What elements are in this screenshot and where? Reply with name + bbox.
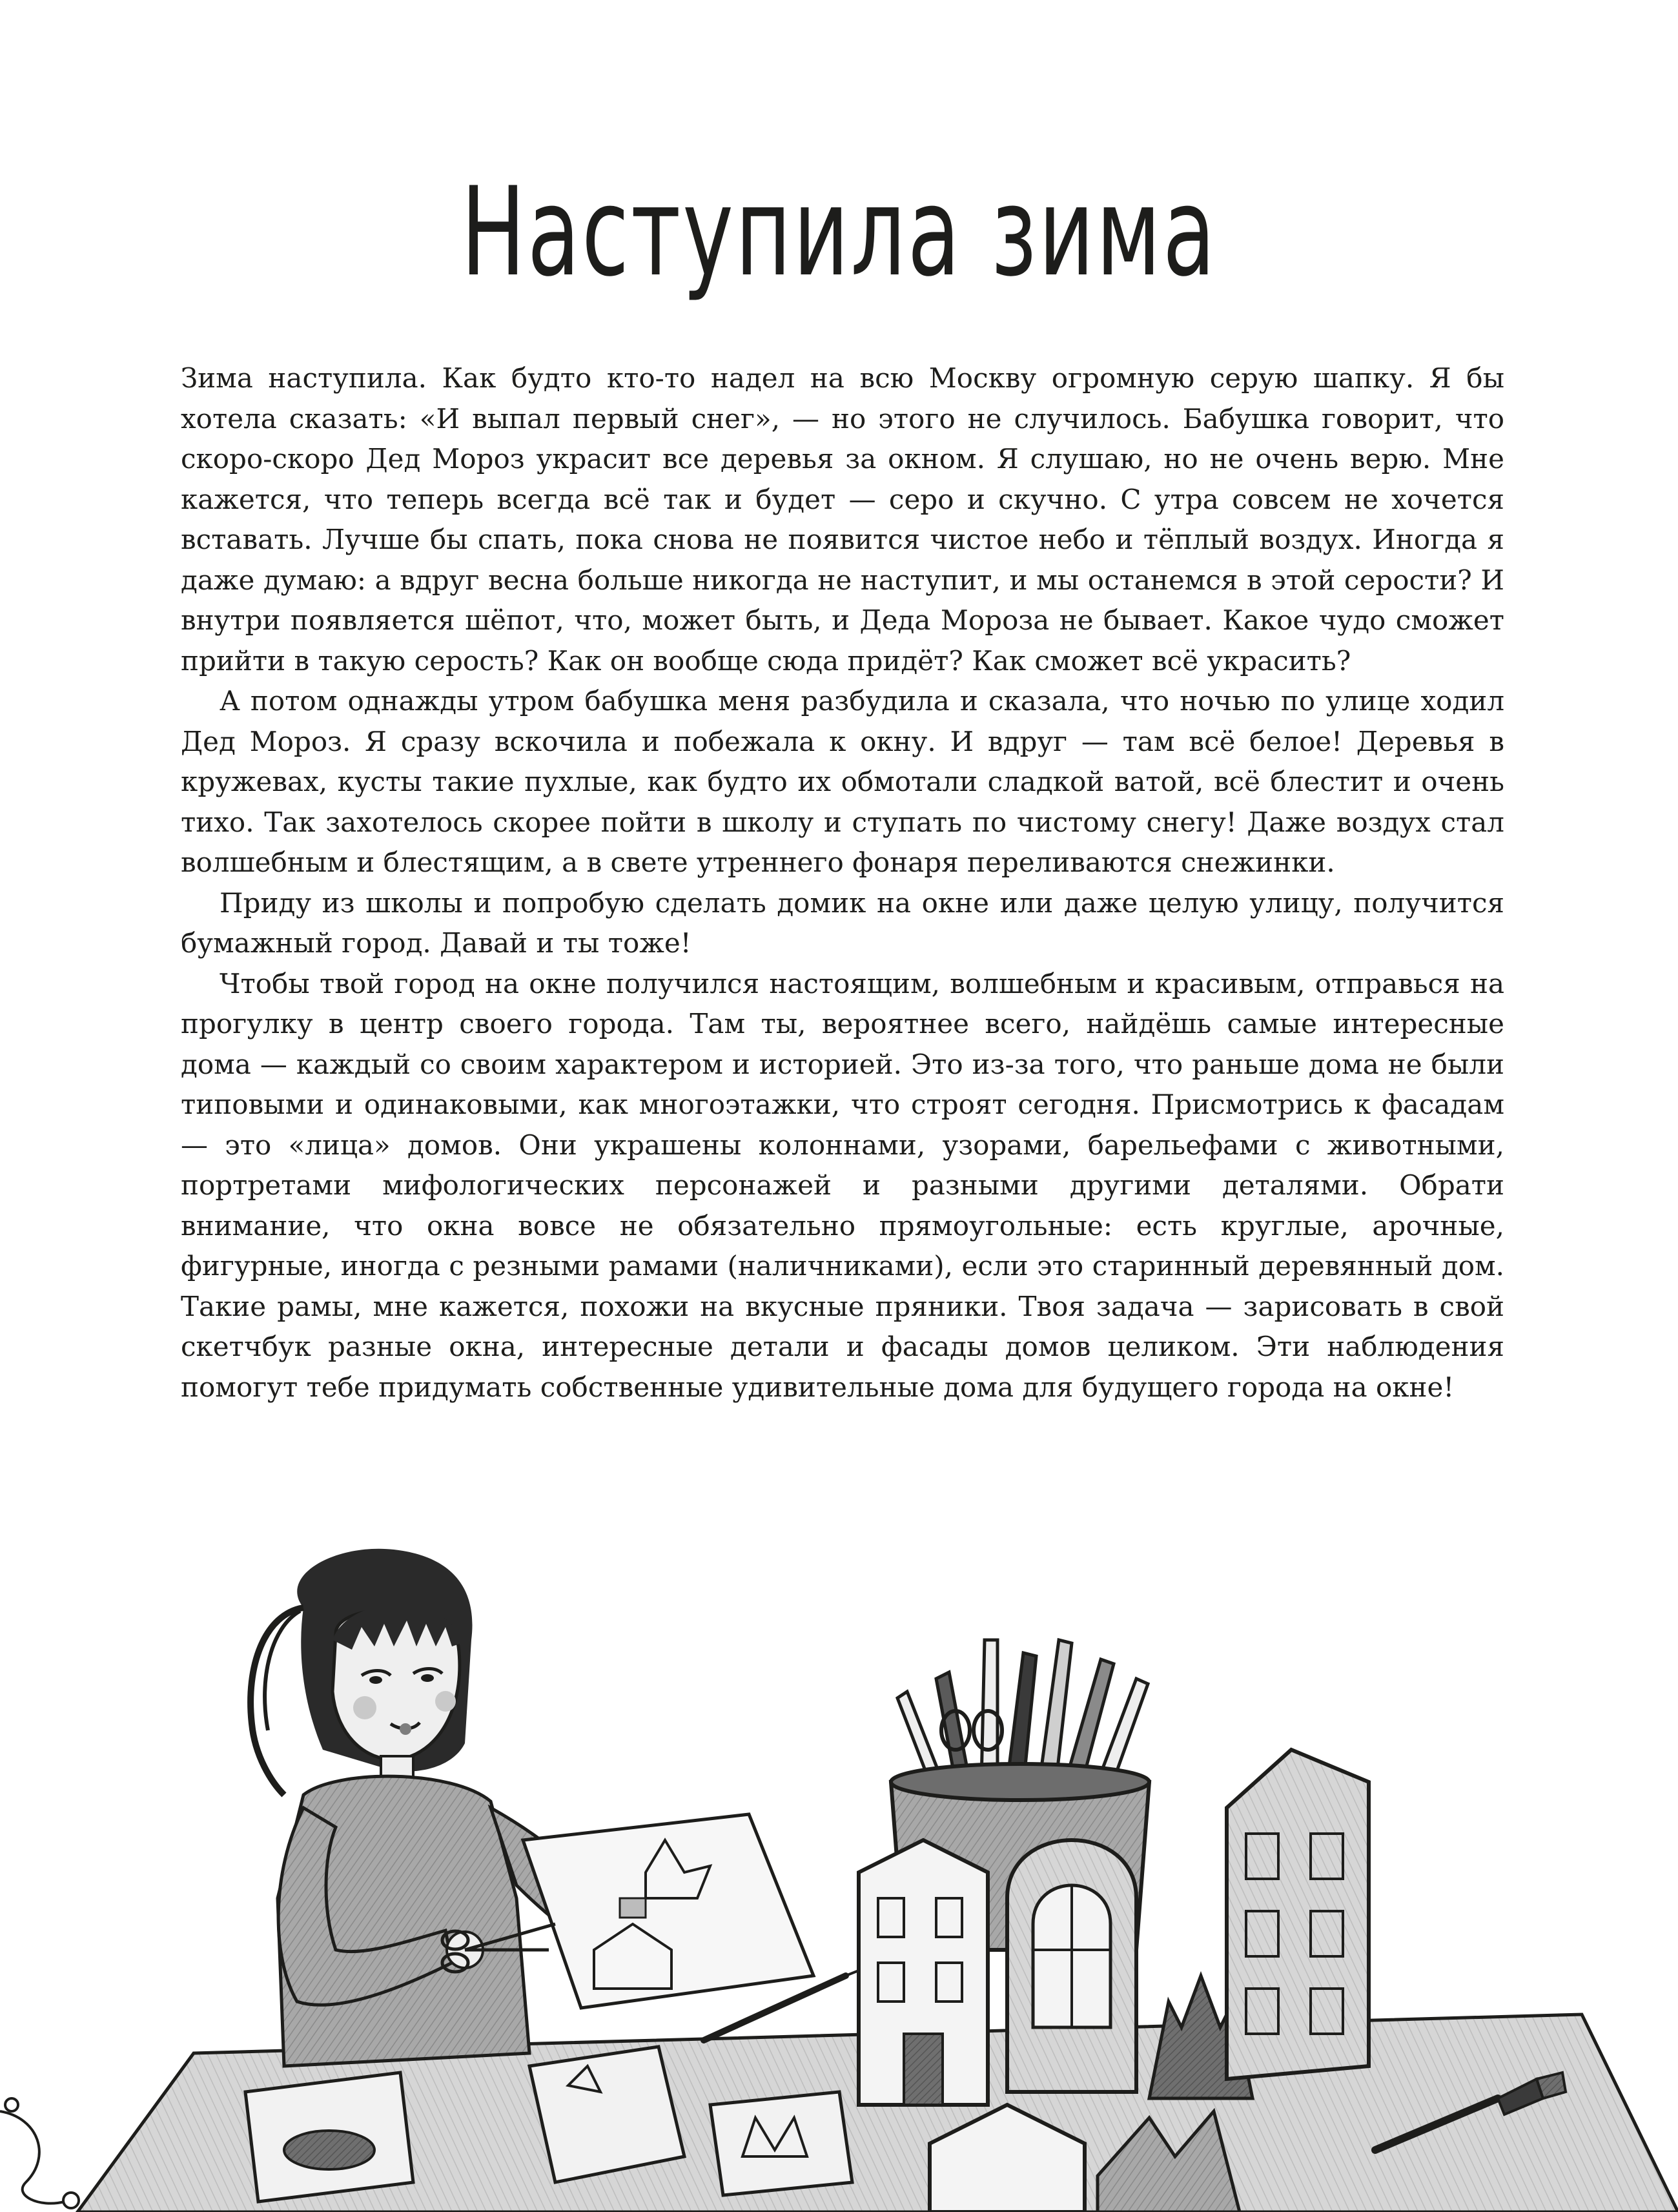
body-text bbox=[181, 358, 1504, 1408]
paragraph-1: Зима наступила. Как будто кто-то надел на всю Москву огромную серую шапку. Я бы хотела сказать: «И выпал первый снег», — но этого не случилось. Бабушка говорит, что скоро-скоро Дед Мороз украсит все деревья за окном. Я слушаю, но не очень верю. Мне кажется, что теперь всегда всё так и будет — серо и скучно. С утра совсем не хочется вставать. Лучше бы спать, пока снова не появится чистое небо и тёплый воздух. Иногда я даже думаю: а вдруг весна больше никогда не наступит, и мы останемся в этой серости? И внутри появляется шёпот, что, может быть, и Деда Мороза не бывает. Какое чудо сможет прийти в такую серость? Как он вообще сюда придёт? Как сможет всё украсить? bbox=[181, 362, 1504, 677]
cable-icon bbox=[0, 2098, 79, 2208]
page-title: Наступила зима bbox=[460, 161, 1218, 303]
paragraph-2: А потом однажды утром бабушка меня разбудила и сказала, что ночью по улице ходил Дед Мороз. Я сразу вскочила и побежала к окну. И вдруг — там всё белое! Деревья в кружевах, кусты такие пухлые, как будто их обмотали сладкой ватой, всё блестит и очень тихо. Так захотелось скорее пойти в школу и ступать по чистому снегу! Даже воздух стал волшебным и блестящим, а в свете утреннего фонаря переливаются снежинки. bbox=[181, 685, 1504, 878]
girl-crafting-illustration bbox=[0, 1537, 1678, 2212]
paragraph-4: Чтобы твой город на окне получился настоящим, волшебным и красивым, отправься на прогулку в центр своего города. Там ты, вероятнее всего, найдёшь самые интересные дома — каждый со своим характером и историей. Это из-за того, что раньше дома не были типовыми и одинаковыми, как многоэтажки, что строят сегодня. Присмотрись к фасадам — это «лица» домов. Они украшены колоннами, узорами, барельефами с животными, портретами мифологических персонажей и разными другими деталями. Обрати внимание, что окна вовсе не обязательно прямоугольные: есть круглые, арочные, фигурные, иногда с резными рамами (наличниками), если это старинный деревянный дом. Такие рамы, мне кажется, похожи на вкусные пряники. Твоя задача — зарисовать в свой скетчбук разные окна, интересные детали и фасады домов целиком. Эти наблюдения помогут тебе придумать собственные удивительные дома для будущего города на окне! bbox=[181, 967, 1504, 1403]
paper-sheet bbox=[523, 1814, 813, 2008]
illustration-svg bbox=[0, 1537, 1678, 2212]
paragraph-3: Приду из школы и попробую сделать домик на окне или даже целую улицу, получится бумажный город. Давай и ты тоже! bbox=[181, 886, 1504, 959]
